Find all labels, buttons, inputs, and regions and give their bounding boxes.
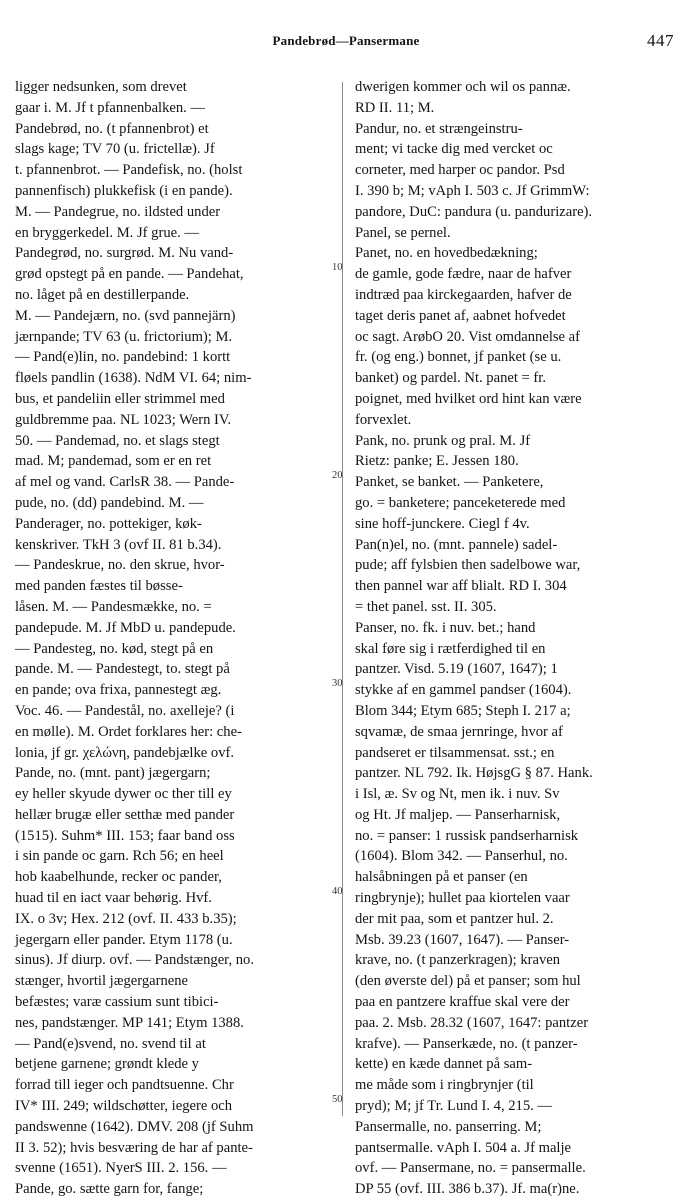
text-line: ovf. — Pansermane, no. = pansermalle. [355,1160,586,1177]
text-line: me måde som i ringbrynjer (til [355,1077,534,1094]
text-line: M. — Pandegrue, no. ildsted under [15,203,221,220]
text-line: Pande, no. (mnt. pant) jægergarn; [15,765,211,782]
text-line: fr. (og eng.) bonnet, jf panket (se u. [355,349,562,366]
text-line: paa en pantzere kraffue skal vere der [355,994,570,1011]
text-line: Pansermalle, no. panserring. M; [355,1118,542,1135]
text-line: no. = panser: 1 russisk pandserharnisk [355,827,579,844]
text-line: der mit paa, som et pantzer hul. 2. [355,910,554,927]
text-line: låsen. M. — Pandesmække, no. = [15,598,212,615]
text-line: banket) og pardel. Nt. panet = fr. [355,370,546,387]
text-line: II 3. 52); hvis besværing de har af pante- [15,1139,253,1156]
text-line: betjene garnene; grøndt klede y [15,1056,199,1073]
text-line: pude; aff fylsbien then sadelbowe war, [355,557,581,574]
text-line: bus, et pandeliin eller strimmel med [15,390,225,407]
text-line: jærnpande; TV 63 (u. frictorium); M. [15,328,233,345]
line-number-marker: 50 [332,1094,343,1105]
text-line: sinus). Jf diurp. ovf. — Pandstænger, no. [15,952,254,969]
text-line: forrad till ieger och pandtsuenne. Chr [15,1077,234,1094]
text-line: pantzer. Visd. 5.19 (1607, 1647); 1 [355,661,558,678]
text-line: Panket, se banket. — Panketere, [355,474,544,491]
text-line: t. pfannenbrot. — Pandefisk, no. (holst [15,162,243,179]
text-line: Msb. 39.23 (1607, 1647). — Panser- [355,931,570,948]
text-line: pandepude. M. Jf MbD u. pandepude. [15,619,236,636]
text-line: lonia, jf gr. χελώνη, pandebjælke ovf. [15,744,235,761]
text-line: Voc. 46. — Pandestål, no. axelleje? (i [15,702,235,719]
text-line: no. låget på en destillerpande. [15,286,190,303]
text-line: paa. 2. Msb. 28.32 (1607, 1647: pantzer [355,1014,589,1031]
text-line: en mølle). M. Ordet forklares her: che- [15,723,242,740]
text-line: pantzer. NL 792. Ik. HøjsgG § 87. Hank. [355,765,593,782]
text-line: — Pand(e)svend, no. svend til at [15,1035,206,1052]
text-line: corneter, med harper oc pandor. Psd [355,162,565,179]
text-line: indtræd paa kirckegaarden, hafver de [355,286,572,303]
text-line: fløels pandlin (1638). NdM VI. 64; nim- [15,370,252,387]
text-line: (1515). Suhm* III. 153; faar band oss [15,827,235,844]
text-line: RD II. 11; M. [355,99,435,116]
text-line: pannenfisch) plukkefisk (i en pande). [15,182,233,199]
line-number-marker: 20 [332,470,343,481]
text-line: — Pandeskrue, no. den skrue, hvor- [15,557,225,574]
right-column [355,77,673,1200]
text-line: pande. M. — Pandestegt, to. stegt på [15,661,230,678]
left-column [15,77,331,1200]
text-line: Panet, no. en hovedbedækning; [355,245,538,262]
text-line: en bryggerkedel. M. Jf grue. — [15,224,199,241]
line-number-marker: 10 [332,262,343,273]
text-line: stænger, hvortil jægergarnene [15,973,189,990]
text-line: oc sagt. ArøbO 20. Vist omdannelse af [355,328,581,345]
text-line: then pannel war aff blialt. RD I. 304 [355,578,567,595]
text-line: ringbrynje); hullet paa kiortelen vaar [355,890,570,907]
text-line: Panderager, no. pottekiger, køk- [15,515,202,532]
text-line: Blom 344; Etym 685; Steph I. 217 a; [355,702,571,719]
text-line: I. 390 b; M; vAph I. 503 c. Jf GrimmW: [355,182,590,199]
text-line: krafve). — Panserkæde, no. (t panzer- [355,1035,578,1052]
text-line: Pandegrød, no. surgrød. M. Nu vand- [15,245,234,262]
text-line: sqvamæ, de smaa jernringe, hvor af [355,723,563,740]
text-line: dwerigen kommer och wil os pannæ. [355,79,571,95]
page-number: 447 [647,31,674,50]
text-line: Panser, no. fk. i nuv. bet.; hand [355,619,536,636]
text-line: pandore, DuC: pandura (u. pandurizare). [355,203,593,220]
text-line: af mel og vand. CarlsR 38. — Pande- [15,474,235,491]
text-line: de gamle, gode fædre, naar de hafver [355,266,572,283]
text-line: en pande; ova frixa, pannestegt æg. [15,682,222,699]
text-line: befæstes; varæ cassium sunt tibici- [15,994,219,1011]
text-line: DP 55 (ovf. III. 386 b.37). Jf. ma(r)ne. [355,1181,580,1198]
text-line: med panden fæstes til bøsse- [15,578,183,595]
text-line: gaar i. M. Jf t pfannenbalken. — [15,99,206,116]
text-line: huad til en iact vaar behørig. Hvf. [15,890,212,907]
text-line: grød opstegt på en pande. — Pandehat, [15,266,244,283]
text-line: halsåbningen på et panser (en [355,869,528,886]
text-line: ment; vi tacke dig med vercket oc [355,141,553,158]
text-line: Pande, go. sætte garn for, fange; [15,1181,204,1198]
text-line: mad. M; pandemad, som er en ret [15,453,212,470]
text-line: guldbremme paa. NL 1023; Wern IV. [15,411,232,428]
running-head [16,33,676,55]
text-line: M. — Pandejærn, no. (svd pannejärn) [15,307,236,324]
text-line: — Pand(e)lin, no. pandebind: 1 kortt [15,349,231,366]
text-line: hob kaabelhunde, recker oc pander, [15,869,222,886]
text-line: sine hoff-junckere. Ciegl f 4v. [355,515,530,532]
text-line: pryd); M; jf Tr. Lund I. 4, 215. — [355,1098,553,1115]
text-line: og Ht. Jf maljep. — Panserharnisk, [355,806,561,823]
text-line: pandswenne (1642). DMV. 208 (jf Suhm [15,1118,254,1135]
text-line: 50. — Pandemad, no. et slags stegt [15,432,220,449]
text-line: pandseret er tilsammensat. sst.; en [355,744,555,761]
text-line: Pan(n)el, no. (mnt. pannele) sadel- [355,536,558,553]
text-line: = thet panel. sst. II. 305. [355,598,497,615]
line-number-marker: 30 [332,678,343,689]
text-line: Pank, no. prunk og pral. M. Jf [355,432,531,449]
text-line: (den øverste del) på et panser; som hul [355,973,581,990]
text-line: svenne (1651). NyerS III. 2. 156. — [15,1160,227,1177]
column-divider [342,82,343,1116]
text-line: slags kage; TV 70 (u. frictellæ). Jf [15,141,215,158]
text-line: Rietz: panke; E. Jessen 180. [355,453,519,470]
text-line: nes, pandstænger. MP 141; Etym 1388. [15,1014,244,1031]
text-line: — Pandesteg, no. kød, stegt på en [15,640,214,657]
text-line: pude, no. (dd) pandebind. M. — [15,494,204,511]
text-line: stykke af en gammel pandser (1604). [355,682,572,699]
running-head-title: Pandebrød—Pansermane [272,33,420,48]
text-line: krave, no. (t panzerkragen); kraven [355,952,561,969]
text-line: Panel, se pernel. [355,224,451,241]
text-line: IX. o 3v; Hex. 212 (ovf. II. 433 b.35); [15,910,237,927]
text-line: pantsermalle. vAph I. 504 a. Jf malje [355,1139,572,1156]
text-line: kenskriver. TkH 3 (ovf II. 81 b.34). [15,536,222,553]
text-line: forvexlet. [355,411,412,428]
text-line: i sin pande oc garn. Rch 56; en heel [15,848,224,865]
text-line: poignet, med hvilket ord hint kan være [355,390,582,407]
text-line: Pandebrød, no. (t pfannenbrot) et [15,120,209,137]
text-line: jegergarn eller pander. Etym 1178 (u. [15,931,233,948]
text-line: ligger nedsunken, som drevet [15,79,187,95]
text-line: skal føre sig i rætferdighed til en [355,640,546,657]
text-line: hellær brugæ eller setthæ med pander [15,806,235,823]
text-line: taget deris panet af, aabnet hofvedet [355,307,566,324]
text-line: go. = banketere; panceketerede med [355,494,566,511]
text-line: i Isl, æ. Sv og Nt, men ik. i nuv. Sv [355,786,560,803]
text-line: kette) en kæde dannet på sam- [355,1056,533,1073]
text-line: ey heller skyude dywer oc ther till ey [15,786,232,803]
text-line: (1604). Blom 342. — Panserhul, no. [355,848,568,865]
line-number-marker: 40 [332,886,343,897]
text-line: Pandur, no. et strængeinstru- [355,120,523,137]
text-line: IV* III. 249; wildschøtter, iegere och [15,1098,233,1115]
